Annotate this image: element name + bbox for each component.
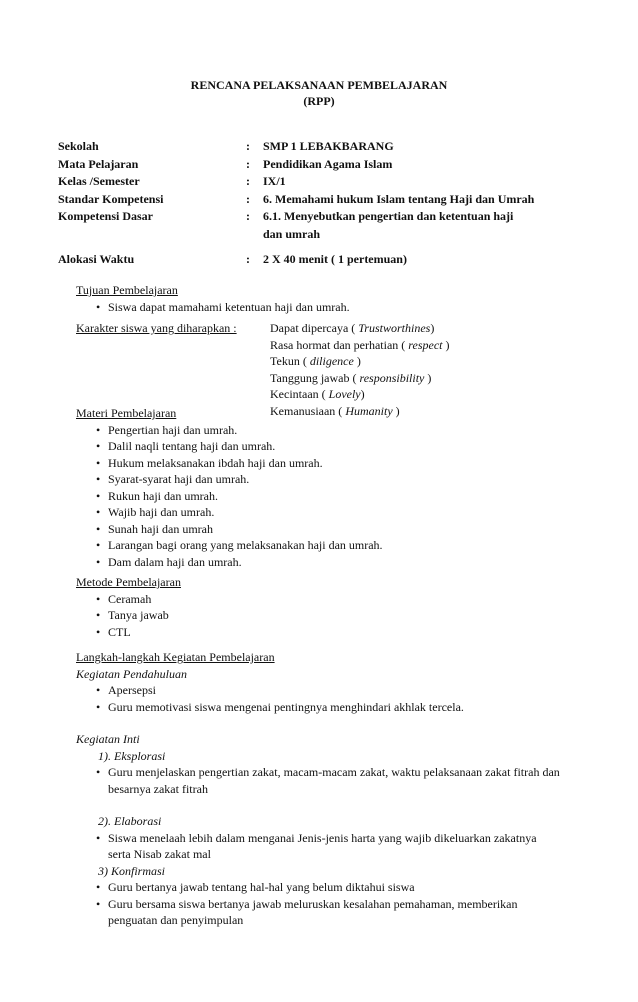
info-row-standar-kompetensi [58,191,598,209]
list-item: • Guru memotivasi siswa mengenai pentingnya menghindari akhlak tercela. [76,699,596,716]
info-label: Standar Kompetensi [58,191,164,206]
list-item: • Hukum melaksanakan ibdah haji dan umrah. [76,455,596,472]
list-item: • CTL [76,624,596,641]
langkah-section [76,649,596,929]
info-colon: : [246,139,250,153]
info-label: Alokasi Waktu [58,252,135,266]
info-value: 2 X 40 menit ( 1 pertemuan) [263,252,407,266]
list-item: • Syarat-syarat haji dan umrah. [76,471,596,488]
pendahuluan-heading: Kegiatan Pendahuluan [76,666,187,681]
elaborasi-subsection [76,813,596,830]
list-item: • Rukun haji dan umrah. [76,488,596,505]
tujuan-section [76,282,596,315]
info-value: 6.1. Menyebutkan pengertian dan ketentuan haji dan umrah [263,209,514,241]
list-item: • Ceramah [76,591,596,608]
inti-subsection [76,748,596,765]
karakter-item: Rasa hormat dan perhatian ( respect ) [270,337,450,352]
info-label: Sekolah [58,139,99,153]
info-colon: : [246,174,250,188]
materi-heading: Materi Pembelajaran [76,406,177,420]
tujuan-heading: Tujuan Pembelajaran [76,283,178,297]
info-label: Kompetensi Dasar [58,209,153,223]
list-item: • Sunah haji dan umrah [76,521,596,538]
info-colon: : [246,209,250,223]
materi-section [76,405,596,570]
eksplorasi-heading: 1). Eksplorasi [98,748,166,763]
inti-heading: Kegiatan Inti [76,732,140,746]
list-item: • Guru bertanya jawab tentang hal-hal yang belum diktahui siswa [76,879,596,896]
info-value: IX/1 [263,174,286,188]
karakter-label: Karakter siswa yang diharapkan : [76,321,237,335]
info-row-sekolah [58,138,598,156]
info-value: Pendidikan Agama Islam [263,156,393,171]
info-colon: : [246,156,250,171]
document-title: RENCANA PELAKSANAAN PEMBELAJARAN [190,78,448,92]
list-item: • Pengertian haji dan umrah. [76,422,596,439]
info-row-kelas-semester [58,173,598,191]
info-colon: : [246,252,250,266]
list-item: • Siswa dapat mamahami ketentuan haji dan umrah. [76,299,596,316]
konfirmasi-heading: 3) Konfirmasi [98,863,166,878]
metode-section [76,574,596,640]
list-item: • Larangan bagi orang yang melaksanakan haji dan umrah. [76,537,596,554]
info-value: SMP 1 LEBAKBARANG [263,139,394,153]
list-item: • Dam dalam haji dan umrah. [76,554,596,571]
info-row-kompetensi-dasar [58,208,598,243]
karakter-item: Tekun ( diligence ) [270,354,361,368]
karakter-item: Dapat dipercaya ( Trustworthines) [270,321,435,335]
list-item: • Guru menjelaskan pengertian zakat, macam-macam zakat, waktu pelaksanaan zakat fitrah dan besarnya zakat fitrah [76,764,596,797]
karakter-item: Kecintaan ( Lovely) [270,387,365,401]
konfirmasi-subsection [76,863,596,880]
info-row-alokasi-waktu [58,251,598,269]
info-value: 6. Memahami hukum Islam tentang Haji dan Umrah [263,191,535,206]
list-item: • Siswa menelaah lebih dalam menganai Jenis-jenis harta yang wajib dikeluarkan zakatnya serta Nisab zakat mal [76,830,596,863]
info-row-mata-pelajaran [58,156,598,174]
list-item: • Dalil naqli tentang haji dan umrah. [76,438,596,455]
info-colon: : [246,191,250,206]
info-label: Mata Pelajaran [58,156,139,171]
document-subtitle: (RPP) [303,94,335,108]
info-table [58,138,598,269]
metode-heading: Metode Pembelajaran [76,575,181,589]
info-label: Kelas /Semester [58,174,140,188]
karakter-item: Kemanusiaan ( Humanity ) [270,403,400,418]
langkah-heading: Langkah-langkah Kegiatan Pembelajaran [76,650,275,664]
list-item: • Tanya jawab [76,607,596,624]
elaborasi-heading: 2). Elaborasi [98,814,162,828]
list-item: • Apersepsi [76,682,596,699]
list-item: • Wajib haji dan umrah. [76,504,596,521]
list-item: • Guru bersama siswa bertanya jawab meluruskan kesalahan pemahaman, memberikan penguatan dan penyimpulan [76,896,596,929]
karakter-item: Tanggung jawab ( responsibility ) [270,370,432,385]
